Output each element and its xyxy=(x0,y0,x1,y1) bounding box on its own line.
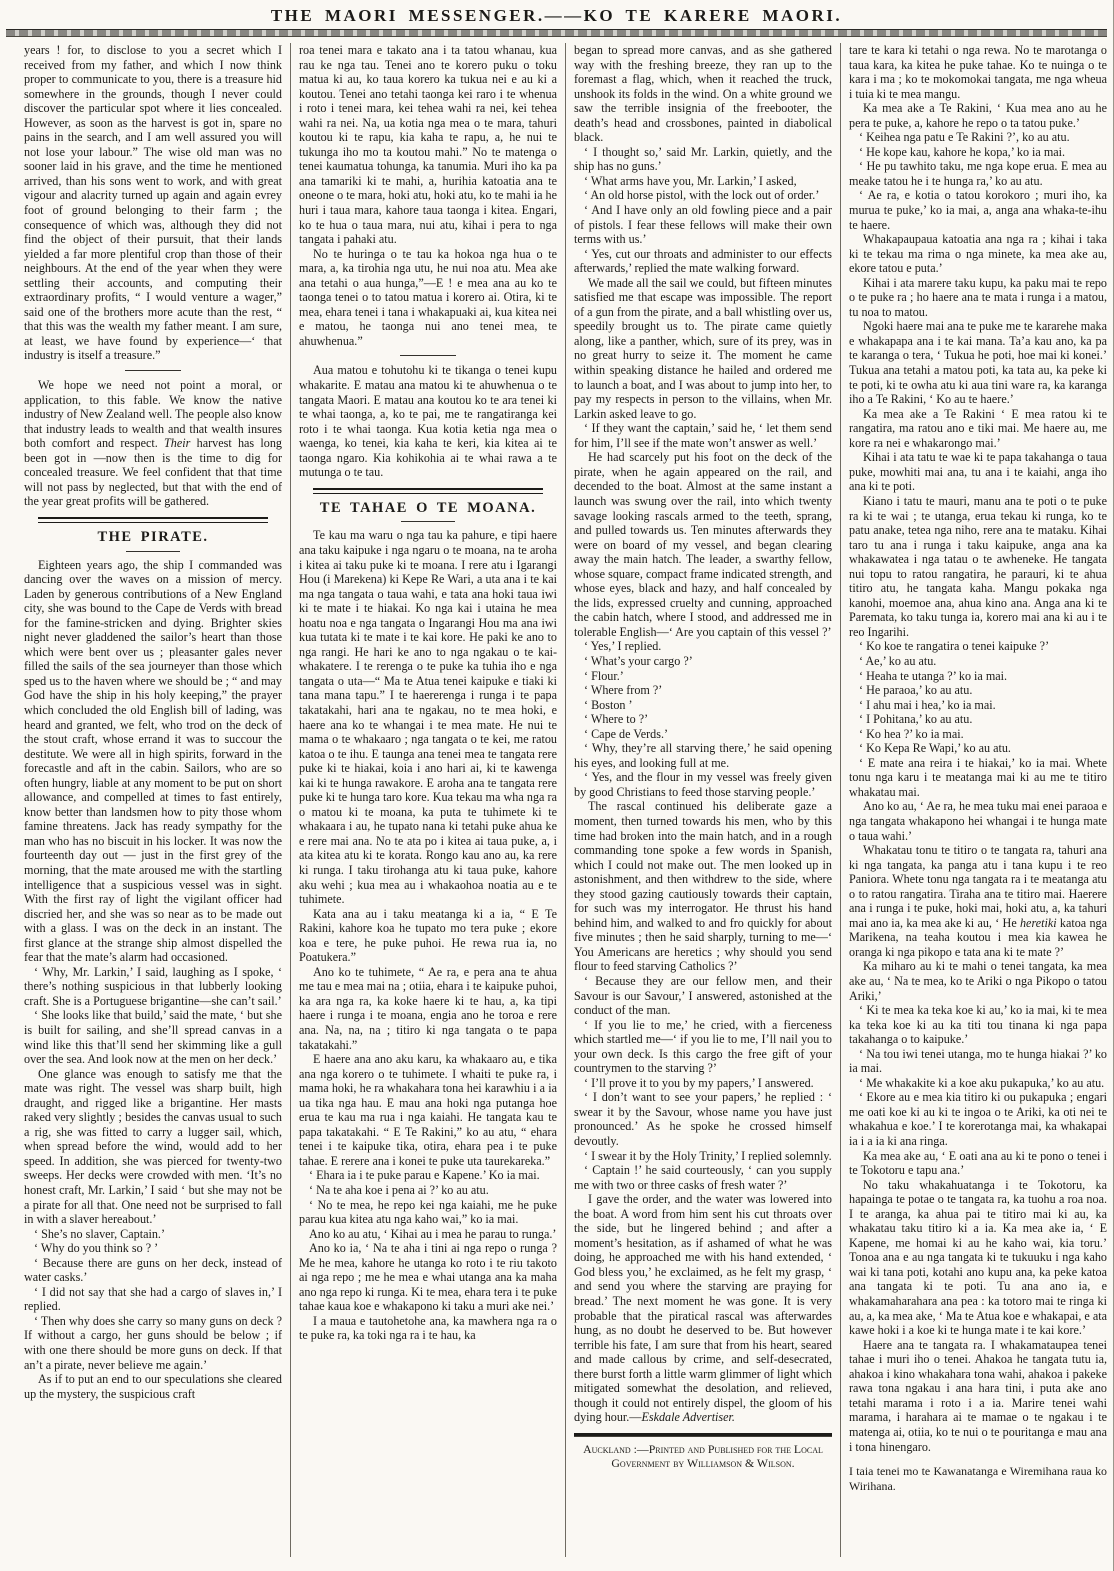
paragraph: I a maua e tautohetohe ana, ka mawhera nga ra o te puke ra, ka toki nga ra i te hau, ka xyxy=(299,1313,557,1343)
paragraph: ‘ If you lie to me,’ he cried, with a fierceness which startled me—‘ if you lie to me, I’ll nail you to your own deck. Is this cargo the free gift of your countrymen to the starving ?’ xyxy=(574,1017,832,1076)
column-divider xyxy=(290,43,291,1557)
double-rule xyxy=(313,488,543,494)
paragraph: Haere ana te tangata ra. I whakamataupea tenei tahae i muri iho o tenei. Ahakoa he tangata tutu ia, ahakoa i kino whakahara tona wahi, ahakoa i pakeke rawa tona ngakau i ana hara tini, i puta ake ano tetahi marama i roto i a ia. Marire tenei wahi marama, i harahara ai te mamae o te ngakau i te matenga ai, otiia, ko te nui o te pouritanga e mau ana i tona hinengaro. xyxy=(849,1337,1107,1454)
column-divider xyxy=(565,43,566,1557)
paragraph: ‘ Ko Kepa Re Wapi,’ ko au atu. xyxy=(859,741,1011,756)
paragraph: E haere ana ano aku karu, ka whakaaro au, e tika ana nga korero o te tuhimete. I whaiti te puke ra, i mama hoki, he ra whakahara tona hei karawhiu i a ia ua tika nga hau. E mau ana hoki nga putanga hoe erua te kau ma rua i nga kaiahi. He tangata kau te papa takatakahi. “ E Te Rakini,” ko au atu, “ ehara tenei i te kaipuke tika, otira, ehara pea i te puke tahae. E rerere ana i konei te puke uta taurekareka.” xyxy=(299,1052,557,1168)
paragraph: Ngoki haere mai ana te puke me te kararehe maka e whakapapa ana i te kai mana. Ta’a kau ano, ka pa te karanga o tera, ‘ Tukua he poti, hoe mai ki konei.’ Tukua ana tetahi a matou poti, ka tata au, ka peke ki te poti, ki te owha atu ki aua tini ware ra, ka karanga iho a Te Rakini, ‘ Ko au te haere.’ xyxy=(849,319,1107,407)
paragraph: Kihai i ata marere taku kupu, ka paku mai te repo o te puke ra ; ho haere ana te mata i runga i a matou, tu noa to matou. xyxy=(849,275,1107,319)
paragraph: ‘ Keihea nga patu e Te Rakini ?’, ko au atu. xyxy=(859,130,1070,145)
paragraph: ‘ She looks like that build,’ said the mate, ‘ but she is built for sailing, and she’ll spread canvas in a wind like this that’ll send her skimming like a gull over the sea. And look now at the men on her deck.’ xyxy=(24,1008,282,1067)
paragraph: roa tenei mara e takato ana i ta tatou whanau, kua rau ke nga tau. Tenei ano te korero puku o toku matua ki au, ko taua korero ka tukua nei e au ki a koutou. Tenei ano tetahi taonga kei raro i te whenua i roto i tenei mara, kei tehea wahi ra nei, kei tehea wahi ra nei. Na, ua kotia nga mea o te mara, tahuri koutou ki te rapu, kia kaha te rapu, a, he nui te tukunga iho mo ta koutou mahi.” No te matenga o tenei kaumatua tohunga, ka tanumia. Muri iho ka pa ana tamariki ki te mahi, a, hurihia katoatia ana te oneone o te mara, hoki atu, hoki atu, ko te mahi ia he huri i taua mara, kahore taua taonga i kitea. Engari, ko te hua o taua mara, nui atu, kihai i pera to nga tangata i pahaki atu. xyxy=(299,43,557,247)
paragraph: ‘ I Pohitana,’ ko au atu. xyxy=(859,712,973,727)
paragraph: Eighteen years ago, the ship I commanded was dancing over the waves on a mission of mercy. Laden by generous contributions of a New England city, she was bound to the Cape de Verds with bread for the famine-stricken and dying. Brighter skies night never gladdened the sailor’s heart than those which were bent over us ; pleasanter gales never filled the sails of the sea journeyer than those which sped us to the haven where we should be ; “ and may God have the ship in his holy keeping,” the prayer which concluded the old English bill of lading, was heard and granted, we felt, who trod on the deck of the stout craft, whose errand it was to succour the destitute. We were all in high spirits, forward in the forecastle and aft in the cabin. Sailors, who are so often hungry, liable at any moment to be put on short allowance, and compelled at times to fast entirely, know better than landsmen how to pity those whom famine threatens. Jack has ready sympathy for the man who has no biscuit in his locker. It was now the fourteenth day out — just in the first grey of the morning, that the mate aroused me with the startling intelligence that a suspicious vessel was in sight. With the first ray of light the vigilant officer had discried her, and she was so near as to be made out with a glass. I was on the deck in an instant. The first glance at the strange ship almost dispelled the fear that the mate’s alarm had occasioned. xyxy=(24,557,282,965)
paragraph: ‘ Me whakakite ki a koe aku pukapuka,’ ko au atu. xyxy=(859,1075,1105,1090)
paragraph: ‘ I don’t want to see your papers,’ he replied : ‘ swear it by the Savour, whose name you have just pronounced.’ As he spoke he crossed himself devoutly. xyxy=(574,1090,832,1149)
paragraph: ‘ What’s your cargo ?’ xyxy=(584,653,693,668)
mini-rule xyxy=(126,551,180,552)
paragraph: ‘ I ahu mai i hea,’ ko ia mai. xyxy=(859,697,996,712)
paragraph: ‘ Where from ?’ xyxy=(584,683,663,698)
column-divider xyxy=(840,43,841,1557)
paragraph: We made all the sail we could, but fifteen minutes satisfied me that escape was impossible. The report of a gun from the pirate, and a ball whistling over us, speedily brought us to. The pirate came quietly along, like a panther, which, sure of its prey, was in no great hurry to seize it. The moment he came within speaking distance he hailed and ordered me to launch a boat, and I was about to jump into her, to pay my respects in person to the villains, when Mr. Larkin asked leave to go. xyxy=(574,275,832,421)
paragraph: ‘ He kope kau, kahore he kopa,’ ko ia mai. xyxy=(859,144,1066,159)
paragraph: Kihai i ata tatu te wae ki te papa takahanga o taua puke, mowhiti mai ana, tu ana i te kaiahi, anga iho ana ki te poti. xyxy=(849,450,1107,494)
paragraph: ‘ Na te aha koe i pena ai ?’ ko au atu. xyxy=(309,1183,489,1198)
separator-rule xyxy=(125,370,181,371)
mini-rule xyxy=(401,521,455,522)
section-title: TE TAHAE O TE MOANA. xyxy=(319,499,537,516)
paragraph: Te kau ma waru o nga tau ka pahure, e tipi haere ana taku kaipuke i nga ngaru o te moana, na te aroha i kitea ai taku puke ki te moana. I rere atu i Igarangi Hou (i Marekena) ki Kepe Re Wari, a uta ana i te kai ma nga tangata o taua wahi, e tata ana hoki taua iwi ki te mate i te hiakai. Ko nga kai i utaina he mea hoatu noa e nga tangata o Ingarangi Hou ma ana iwi kua tutata ki te mate i te kai kore. He paki ke ano to nga rangi. He hari ke ano to nga ngakau o te kai-whakatere. I te rerenga o te puke ka tuhia iho e nga tangata o uta—“ Ma te Atua tenei kaipuke e tiaki ki tana mana tapu.” I te haererenga i runga i te papa takatakahi, hari ana te ngakau, no te mea hoki, e haere ana ko te whangai i te mea mate. He nui te mama o te whakaaro ; nga tangata o te kei, me ratou katoa o te ihu. E taunga ana tenei mea te tangata rere puke ki te hiakai, koia i ano hari ai, ki te kawenga kai ki te hunga rawakore. E aroha ana te tangata rere puke ki te hunga taro kore. Kua tekau ma wha nga ra o matou ki te moana, ka puta te tuhimete ki te whakaara i au, he tupato nana ki tetahi puke ahua ke e rere mai ana. No te ata po i kitea ai taua puke, a, i ata kitea atu ki te korata. Rongo kau ano au, ka rere ki runga. I taku tirohanga atu ki taua puke, kahore aku wehi ; kua mea au i whakaohoa noatia au e te tuhimete. xyxy=(299,528,557,907)
paragraph: ‘ I did not say that she had a cargo of slaves in,’ I replied. xyxy=(24,1284,282,1314)
paragraph: ‘ He pu tawhito taku, me nga kope erua. E mea au meake tatou he i te hunga ra,’ ko au atu. xyxy=(849,159,1107,188)
paragraph: ‘ Why do you think so ? ’ xyxy=(34,1241,159,1256)
paragraph: Ano ko te tuhimete, “ Ae ra, e pera ana te ahua me tau e mea mai na ; otiia, ehara i te kaipuke puhoi, ka ara nga ra, ka koke haere ki te hau, a, ka tipi haere i runga i te moana, engia ano he toroa e rere ana. Na, na, na ; titiro ki nga tangata o te papa takatakahi.” xyxy=(299,964,557,1052)
paragraph: We hope we need not point a moral, or application, to this fable. We know the native industry of New Zealand well. The people also know that industry leads to wealth and that wealth insures both comfort and respect. Their harvest has long been got in —now then is the time to dig for concealed treasure. We feel confident that that time will not pass by neglected, but that with the end of the year great profits will be gathered. xyxy=(24,378,282,509)
page-columns xyxy=(0,37,1113,1557)
section-heading xyxy=(299,488,557,523)
paragraph: Ano ko au atu, ‘ Kihai au i mea he parau to runga.’ xyxy=(309,1226,557,1241)
paragraph: Ka miharo au ki te mahi o tenei tangata, ka mea ake au, ‘ Na te mea, ko te Ariki o nga Pikopo o tatou Ariki,’ xyxy=(849,959,1107,1003)
paragraph: ‘ I swear it by the Holy Trinity,’ I replied solemnly. xyxy=(584,1148,832,1163)
paragraph: ‘ E mate ana reira i te hiakai,’ ko ia mai. Whete tonu nga karu i te meatanga mai ki au me te titiro whakatau mai. xyxy=(849,755,1107,799)
paragraph: Whakatau tonu te titiro o te tangata ra, tahuri ana ki nga tangata, ka panga atu i tana kupu i te reo Paniora. Whete tonu nga tangata ra i te meatanga atu o to ratou rangatira. Tiraha ana te titiro mai. Haerere ana i runga i te puke, hoki mai, hoki atu, a, ka tahuri mai ano ia, ka mea ake ki au, ‘ He heretiki katoa nga Marikena, na teaha koutou i mea kia kawea he oranga ki nga pikopo e tata ana ki te mate ?’ xyxy=(849,843,1107,959)
paragraph: Kata ana au i taku meatanga ki a ia, “ E Te Rakini, kahore koa he tupato mo tera puke ; ekore koa e tere, he puke puhoi. He rewa rua ia, no Poatukera.” xyxy=(299,906,557,965)
paragraph: ‘ Because there are guns on her deck, instead of water casks.’ xyxy=(24,1255,282,1285)
column-4 xyxy=(849,43,1107,1557)
paragraph: ‘ Boston ’ xyxy=(584,697,633,712)
paragraph: ‘ Ehara ia i te puke parau e Kapene.’ Ko ia mai. xyxy=(309,1168,540,1183)
paragraph: ‘ Yes, and the flour in my vessel was freely given by good Christians to feed those starving people.’ xyxy=(574,770,832,799)
paragraph: ‘ Ae,’ ko au atu. xyxy=(859,653,937,668)
paragraph: No te huringa o te tau ka hokoa nga hua o te mara, a, ka tirohia nga utu, he nui noa atu. Mea ake ana tetahi o aua hunga,”—E ! e mea ana au ko te taonga tenei o to tatou matua i korero ai. Otira, ki te mea, ehara tenei i tana i whakapuaki ai, kua kitea nei e matou, he taonga nui ano tenei mea, te ahuwhenua.” xyxy=(299,246,557,348)
imprint-line: Auckland :—Printed and Published for the Local Government by Williamson & Wilson. xyxy=(583,1441,823,1471)
paragraph: ‘ Ekore au e mea kia titiro ki ou pukapuka ; engari me oati koe ki au ki te ingoa o te Ariki, ka oti nei te whakahua e koe.’ I te korerotanga mai, ka whakapai ia i a ia ki ana ringa. xyxy=(849,1090,1107,1149)
paragraph: Kiano i tatu te mauri, manu ana te poti o te puke ra ki te wai ; te utanga, erua tekau ki runga, ko te patu anake, tetea nga niho, rere ana te mataku. Kihai taro tu ana i runga i taku kaipuke, anga ana ka whakawatea i nga tatau o te awheneke. He tangata nui topu to ratou rangatira, he parauri, ki te ahua titiro atu, he tangata kaha. Mangu pokaka nga kanohi, moemoe ana, ahua kino ana. Anga ana ki te Paremata, ko taku tunga ia, korero mai ana ki au i te reo Ingarihi. xyxy=(849,493,1107,639)
paragraph: Ka mea ake a Te Rakini ‘ E mea ratou ki te rangatira, ma ratou ano e tiki mai. Me haere au, me kore ra nei e whakarongo mai.’ xyxy=(849,406,1107,450)
paragraph: ‘ An old horse pistol, with the lock out of order.’ xyxy=(584,188,820,203)
paragraph: Ano ko ia, ‘ Na te aha i tini ai nga repo o runga ? Me he mea, kahore he utanga ko roto i te riu takoto ai nga repo ; me he mea e whai utanga ana ka maha ano nga repo ki runga. Ki te mea, ehara tera i te puke tahae kaua koe e whakapono ki taku a muri ake nei.’ xyxy=(299,1241,557,1314)
paragraph: ‘ Cape de Verds.’ xyxy=(584,726,669,741)
paragraph: Ka mea ake au, ‘ E oati ana au ki te pono o tenei i te Tokotoru e tapu ana.’ xyxy=(849,1148,1107,1178)
paragraph: ‘ Ki te mea ka teka koe ki au,’ ko ia mai, ki te mea ka teka koe ki au ka titi tou tinana ki nga papa takahanga o to kaipuke.’ xyxy=(849,1003,1107,1047)
paragraph: ‘ Yes, cut our throats and administer to our effects afterwards,’ replied the mate walking forward. xyxy=(574,246,832,276)
paragraph: ‘ No te mea, he repo kei nga kaiahi, me he puke parau kua kitea atu nga kaho wai,” ko ia mai. xyxy=(299,1197,557,1227)
paragraph: Aua matou e tohutohu ki te tikanga o tenei kupu whakarite. E matau ana matou ki te ahuwhenua o te tangata Maori. E matau ana koutou ko te ara tenei ki te whai taonga, a, ko te pai, me te rangatiranga kei roto i te whai taonga. Kua kotia ketia nga mea o waenga, ko tenei, kia kaha te keri, kia kitea ai te taonga ngaro. Kia kohikohia ai te whai rawa a te mutunga o te tau. xyxy=(299,363,557,480)
paragraph: As if to put an end to our speculations she cleared up the mystery, the suspicious craft xyxy=(24,1372,282,1401)
paragraph: began to spread more canvas, and as she gathered way with the freshing breeze, they ran up to the foremast a flag, which, when it reached the truck, unshook its folds in the wind. On a white ground we saw the terrible insignia of the freebooter, the death’s head and crossbones, painted in diabolical black. xyxy=(574,43,832,145)
imprint-line: I taia tenei mo te Kawanatanga e Wiremihana raua ko Wirihana. xyxy=(849,1464,1107,1493)
masthead xyxy=(0,0,1113,26)
paragraph: ‘ Why, they’re all starving there,’ he said opening his eyes, and looking full at me. xyxy=(574,741,832,770)
paragraph: The rascal continued his deliberate gaze a moment, then turned towards his men, who by this time had broken into the main hatch, and in a rough commanding tone spoke a few words in Spanish, which I could not make out. The men looked up in astonishment, and then withdrew to the side, where they stood gazing cautiously towards their captain, for such was my interrogator. He thrust his hand behind him, and walked to and fro quickly for about five minutes ; then he said sharply, turning to me—‘ You Americans are heretics ; why should you send flour to feed starving Catholics ?’ xyxy=(574,799,832,974)
separator-rule xyxy=(400,355,456,356)
paragraph: ‘ Because they are our fellow men, and their Savour is our Savour,’ I answered, astonished at the conduct of the man. xyxy=(574,974,832,1018)
paragraph: ‘ Where to ?’ xyxy=(584,712,649,727)
paragraph: ‘ Why, Mr. Larkin,’ I said, laughing as I spoke, ‘ there’s nothing suspicious in that lubberly looking craft. She is a Portuguese brigantine—she can’t sail.’ xyxy=(24,964,282,1008)
paragraph: ‘ Na tou iwi tenei utanga, mo te hunga hiakai ?’ ko ia mai. xyxy=(849,1046,1107,1076)
paragraph: One glance was enough to satisfy me that the mate was right. The vessel was sharp built, high draught, and rigged like a brigantine. Her masts raked very slightly ; besides the canvas usual to such a rig, she was fitted to carry a lugger sail, which, when spread before the wind, would add to her speed. In addition, she was pierced for twenty-two sweeps. Her decks were crowded with men. ‘It’s no honest craft, Mr. Larkin,’ I said ‘ but she may not be a pirate for all that. One need not be surprised to fall in with a slaver hereabout.’ xyxy=(24,1066,282,1227)
paragraph: ‘ Then why does she carry so many guns on deck ? If without a cargo, her guns should be below ; if with one there should be more guns on deck. If that an’t a pirate, never believe me again.’ xyxy=(24,1313,282,1372)
section-title: THE PIRATE. xyxy=(97,528,209,545)
paragraph: Ano ko au, ‘ Ae ra, he mea tuku mai enei paraoa e nga tangata whakapono hei whangai i te hunga mate o taua wahi.’ xyxy=(849,799,1107,843)
paragraph: ‘ Flour.’ xyxy=(584,668,624,683)
column-1 xyxy=(24,43,282,1557)
paragraph: ‘ What arms have you, Mr. Larkin,’ I asked, xyxy=(584,173,797,188)
masthead-title: THE MAORI MESSENGER.——KO TE KARERE MAORI. xyxy=(270,6,843,25)
paragraph: tare te kara ki tetahi o nga rewa. No te marotanga o taua kara, ka kitea he puke tahae. Ko te nuinga o te kara i ma ; ko te mokomokai tangata, me nga wheua i tuia ki te mea mangu. xyxy=(849,43,1107,101)
paragraph: ‘ He paraoa,’ ko au atu. xyxy=(859,683,973,698)
section-heading xyxy=(24,517,282,552)
paragraph: ‘ If they want the captain,’ said he, ‘ let them send for him, I’ll see if the mate won’t answer as well.’ xyxy=(574,421,832,450)
paragraph: ‘ Heaha te utanga ?’ ko ia mai. xyxy=(859,668,1008,683)
column-2 xyxy=(299,43,557,1557)
paragraph: Whakapaupaua katoatia ana nga ra ; kihai i taka ki te tekau ma rima o nga minete, ka mea ake au, ekore tatou e puta.’ xyxy=(849,232,1107,276)
paragraph: ‘ Ko koe te rangatira o tenei kaipuke ?’ xyxy=(859,639,1050,654)
paragraph: ‘ Yes,’ I replied. xyxy=(584,639,662,654)
double-rule xyxy=(38,517,268,523)
paragraph: ‘ She’s no slaver, Captain.’ xyxy=(34,1226,166,1241)
imprint-rule xyxy=(574,1433,832,1437)
column-3 xyxy=(574,43,832,1557)
paragraph: ‘ And I have only an old fowling piece and a pair of pistols. I fear these fellows will make their own terms with us.’ xyxy=(574,203,832,247)
paragraph: Ka mea ake a Te Rakini, ‘ Kua mea ano au he pera te puke, a, kahore he repo o ta tatou puke.’ xyxy=(849,101,1107,130)
paragraph: ‘ I thought so,’ said Mr. Larkin, quietly, and the ship has no guns.’ xyxy=(574,144,832,174)
paragraph: years ! for, to disclose to you a secret which I received from my father, and which I now think proper to communicate to you, there is a treasure hid somewhere in the grounds, though I never could discover the particular spot where it lies concealed. However, as soon as the harvest is got in, spare no pains in the search, and I am well assured you will not lose your labour.” The wise old man was no sooner laid in his grave, and the time he mentioned arrived, than his sons went to work, and with great vigour and alacrity turned up again and again evrey foot of ground belonging to their farm ; the consequence of which was, although they did not find the object of their pursuit, that their lands yielded a far more plentiful crop than those of their neighbours. At the end of the year when they were settling their accounts, and computing their extraordinary profits, “ I would venture a wager,” said one of the brothers more acute than the rest, “ that this was the wealth my father meant. I am sure, at least, we have found by experience—‘ that industry is itself a treasure.” xyxy=(24,43,282,363)
paragraph: He had scarcely put his foot on the deck of the pirate, when he again appeared on the rail, and decended to the boat. Almost at the same instant a launch was swung over the rail, into which twenty savage looking rascals armed to the teeth, sprang, and pulled towards us. Ten minutes afterwards they were on board of my vessel, and began clearing away the main hatch. The leader, a swarthy fellow, whose square, compact frame indicated strength, and whose eyes, black and hazy, and half concealed by the lids, expressed cruelty and cunning, approached the cabin hatch, where I stood, and addressed me in tolerable English—‘ Are you captain of this vessel ?’ xyxy=(574,450,832,639)
paragraph: No taku whakahuatanga i te Tokotoru, ka hapainga te potae o te tangata ra, ka tuohu a roa noa. I te aranga, ka ahua pai te titiro mai ki au, ka whakatau taku titiro ki a ia. Ka mea ake ia, ‘ E Kapene, me homai ki au he kaho wai, kia toru.’ Tonoa ana e au nga tangata ki te tukuuku i nga kaho wai ki tana poti, kotahi ano kupu ana, ka peke katoa ana tangata ki te poti. Tu ana ano ia, e whakamaharahara ana pea : ka totoro mai te ringa ki au, a, ka mea ake, ‘ Ma te Atua koe e whakapai, e ata kawe hoki i a koe ki te hunga mate i te kai kore.’ xyxy=(849,1177,1107,1338)
paragraph: ‘ Ko hea ?’ ko ia mai. xyxy=(859,726,964,741)
paragraph: I gave the order, and the water was lowered into the boat. A word from him sent his cut throats over the side, but he lingered behind ; and after a moment’s hesitation, as if ashamed of what he was doing, he approached me with his hand extended, ‘ God bless you,’ he exclaimed, as he felt my grasp, ‘ and send you where the starving are praying for bread.’ The next moment he was gone. It is very probable that the piratical rascal was afterwardes hung, as no doubt he deserved to be. But however terrible his fate, I am sure that from his heart, seared and made callous by crime, and self-desecrated, there burst forth a little warm glimmer of light which mitigated somewhat the desolation, and relieved, though it could not entirely dispel, the gloom of his dying hour.—Eskdale Advertiser. xyxy=(574,1192,832,1425)
paragraph: ‘ I’ll prove it to you by my papers,’ I answered. xyxy=(584,1075,814,1090)
paragraph: ‘ Captain !’ he said courteously, ‘ can you supply me with two or three casks of fresh water ?’ xyxy=(574,1163,832,1192)
masthead-rule xyxy=(6,29,1107,37)
paragraph: ‘ Ae ra, e kotia o tatou korokoro ; muri iho, ka murua te puke,’ ko ia mai, a, anga ana whaka-te-ihu te haere. xyxy=(849,188,1107,232)
